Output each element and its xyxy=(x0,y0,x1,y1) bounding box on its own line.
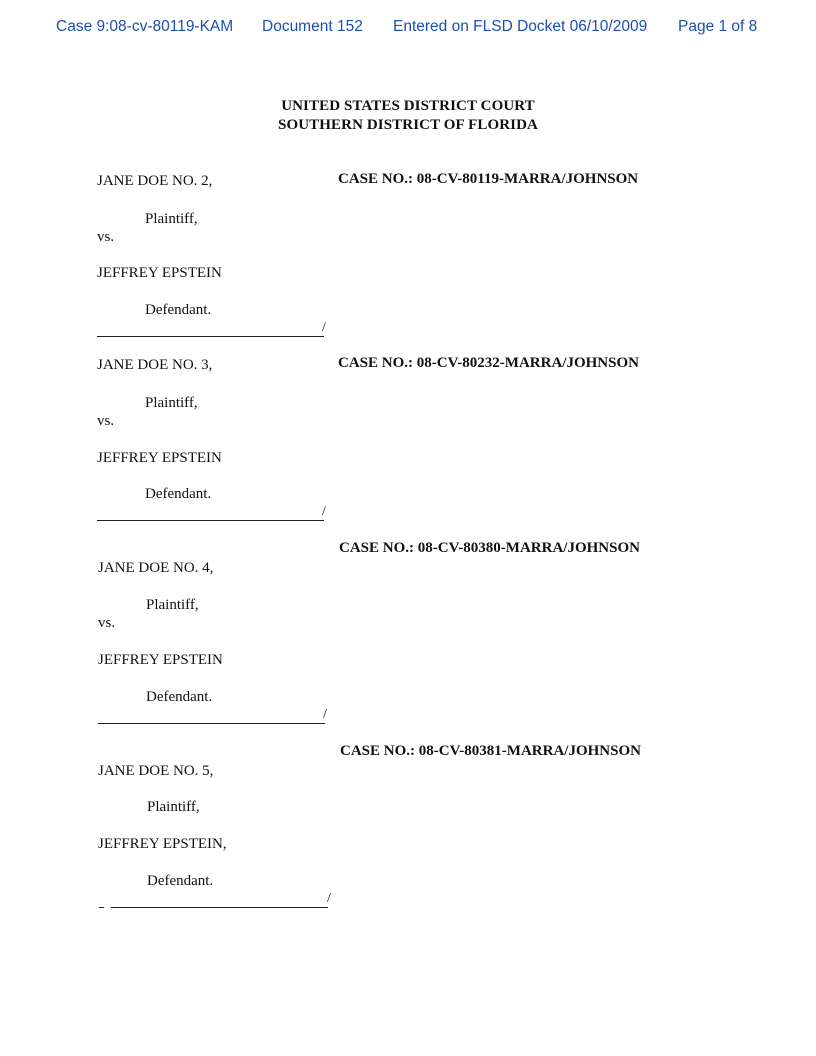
defendant-name: JEFFREY EPSTEIN, xyxy=(98,836,227,852)
header-document-number: Document 152 xyxy=(262,18,363,35)
signature-rule xyxy=(98,723,325,724)
header-page-count: Page 1 of 8 xyxy=(678,18,758,35)
plaintiff-label: Plaintiff, xyxy=(147,799,200,815)
defendant-label: Defendant. xyxy=(145,486,212,502)
defendant-label: Defendant. xyxy=(145,302,212,318)
plaintiff-label: Plaintiff, xyxy=(145,211,198,227)
court-district: SOUTHERN DISTRICT OF FLORIDA xyxy=(278,117,538,133)
case-number: CASE NO.: 08-CV-80232-MARRA/JOHNSON xyxy=(338,355,639,371)
signature-rule xyxy=(97,520,324,521)
plaintiff-name: JANE DOE NO. 4, xyxy=(98,560,214,576)
versus-label: vs. xyxy=(97,229,115,245)
plaintiff-name: JANE DOE NO. 2, xyxy=(97,173,213,189)
versus-label: vs. xyxy=(98,615,116,631)
signature-rule xyxy=(97,336,324,337)
rule-slash: / xyxy=(322,504,326,519)
rule-slash: / xyxy=(323,707,327,722)
signature-rule xyxy=(111,907,328,908)
signature-rule-tick xyxy=(99,907,104,908)
rule-slash: / xyxy=(322,320,326,335)
case-number: CASE NO.: 08-CV-80119-MARRA/JOHNSON xyxy=(338,171,639,187)
header-entered-date: Entered on FLSD Docket 06/10/2009 xyxy=(393,18,648,35)
court-name: UNITED STATES DISTRICT COURT xyxy=(281,98,535,114)
rule-slash: / xyxy=(327,891,331,906)
docket-header xyxy=(0,18,816,38)
case-number: CASE NO.: 08-CV-80380-MARRA/JOHNSON xyxy=(339,540,640,556)
defendant-name: JEFFREY EPSTEIN xyxy=(98,652,223,668)
defendant-name: JEFFREY EPSTEIN xyxy=(97,265,222,281)
header-case-number: Case 9:08-cv-80119-KAM xyxy=(56,18,234,35)
plaintiff-name: JANE DOE NO. 5, xyxy=(98,763,214,779)
versus-label: vs. xyxy=(97,413,115,429)
defendant-label: Defendant. xyxy=(147,873,214,889)
plaintiff-name: JANE DOE NO. 3, xyxy=(97,357,213,373)
defendant-label: Defendant. xyxy=(146,689,213,705)
defendant-name: JEFFREY EPSTEIN xyxy=(97,450,222,466)
plaintiff-label: Plaintiff, xyxy=(145,395,198,411)
plaintiff-label: Plaintiff, xyxy=(146,597,199,613)
case-number: CASE NO.: 08-CV-80381-MARRA/JOHNSON xyxy=(340,743,641,759)
